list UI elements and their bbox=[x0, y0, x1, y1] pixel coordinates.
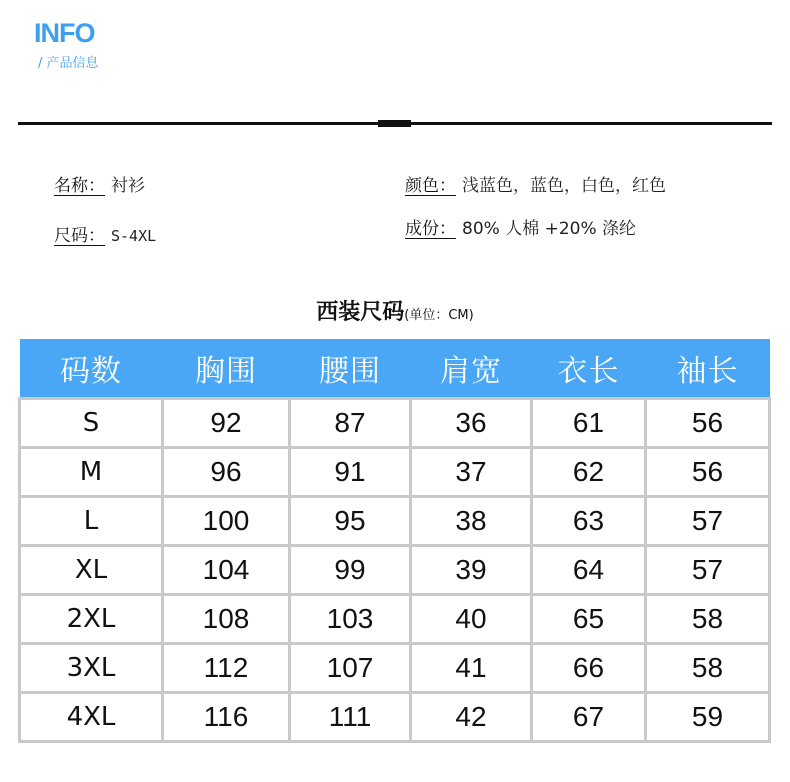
cell-waist: 103 bbox=[290, 595, 411, 644]
cell-shoulder: 39 bbox=[411, 546, 532, 595]
cell-shoulder: 40 bbox=[411, 595, 532, 644]
spec-size bbox=[54, 228, 156, 245]
cell-sleeve: 56 bbox=[646, 399, 770, 448]
spec-color bbox=[405, 178, 666, 195]
spec-name bbox=[54, 178, 145, 195]
cell-shoulder: 41 bbox=[411, 644, 532, 693]
header-length: 衣长 bbox=[532, 339, 646, 399]
cell-sleeve: 58 bbox=[646, 644, 770, 693]
spec-name-value: 衬衫 bbox=[111, 176, 145, 196]
cell-length: 67 bbox=[532, 693, 646, 742]
spec-size-value: S-4XL bbox=[111, 227, 157, 245]
cell-length: 63 bbox=[532, 497, 646, 546]
cell-size: 4XL bbox=[20, 693, 163, 742]
cell-waist: 87 bbox=[290, 399, 411, 448]
cell-size: 2XL bbox=[20, 595, 163, 644]
spec-material-label: 成份： bbox=[405, 219, 456, 239]
divider-accent bbox=[378, 120, 411, 127]
size-table bbox=[18, 339, 771, 743]
cell-size: XL bbox=[20, 546, 163, 595]
cell-waist: 95 bbox=[290, 497, 411, 546]
cell-sleeve: 59 bbox=[646, 693, 770, 742]
cell-chest: 100 bbox=[163, 497, 290, 546]
cell-waist: 111 bbox=[290, 693, 411, 742]
header-sleeve: 袖长 bbox=[646, 339, 770, 399]
info-subtitle: / 产品信息 bbox=[38, 56, 99, 71]
table-row bbox=[20, 595, 770, 644]
table-row bbox=[20, 497, 770, 546]
cell-sleeve: 56 bbox=[646, 448, 770, 497]
cell-sleeve: 58 bbox=[646, 595, 770, 644]
spec-color-value: 浅蓝色，蓝色，白色，红色 bbox=[462, 176, 666, 196]
cell-length: 64 bbox=[532, 546, 646, 595]
size-table-title-text: 西装尺码 bbox=[316, 300, 405, 325]
header-shoulder: 肩宽 bbox=[411, 339, 532, 399]
cell-shoulder: 36 bbox=[411, 399, 532, 448]
table-row bbox=[20, 546, 770, 595]
table-row bbox=[20, 399, 770, 448]
spec-material bbox=[405, 221, 636, 238]
cell-length: 66 bbox=[532, 644, 646, 693]
spec-size-label: 尺码： bbox=[54, 226, 105, 246]
cell-chest: 92 bbox=[163, 399, 290, 448]
table-row bbox=[20, 693, 770, 742]
cell-length: 62 bbox=[532, 448, 646, 497]
header-size: 码数 bbox=[20, 339, 163, 399]
spec-name-label: 名称： bbox=[54, 176, 105, 196]
table-row bbox=[20, 448, 770, 497]
spec-material-value: 80% 人棉 +20% 涤纶 bbox=[462, 219, 637, 239]
cell-shoulder: 38 bbox=[411, 497, 532, 546]
cell-shoulder: 42 bbox=[411, 693, 532, 742]
size-table-unit: (单位：CM) bbox=[404, 308, 474, 323]
cell-size: L bbox=[20, 497, 163, 546]
cell-chest: 96 bbox=[163, 448, 290, 497]
info-title: INFO bbox=[34, 18, 95, 48]
cell-chest: 116 bbox=[163, 693, 290, 742]
cell-chest: 112 bbox=[163, 644, 290, 693]
cell-waist: 107 bbox=[290, 644, 411, 693]
cell-sleeve: 57 bbox=[646, 497, 770, 546]
cell-size: 3XL bbox=[20, 644, 163, 693]
cell-size: S bbox=[20, 399, 163, 448]
cell-waist: 99 bbox=[290, 546, 411, 595]
cell-sleeve: 57 bbox=[646, 546, 770, 595]
header-waist: 腰围 bbox=[290, 339, 411, 399]
header-chest: 胸围 bbox=[163, 339, 290, 399]
table-row bbox=[20, 644, 770, 693]
cell-chest: 108 bbox=[163, 595, 290, 644]
cell-shoulder: 37 bbox=[411, 448, 532, 497]
cell-length: 65 bbox=[532, 595, 646, 644]
cell-waist: 91 bbox=[290, 448, 411, 497]
cell-length: 61 bbox=[532, 399, 646, 448]
size-table-title bbox=[0, 302, 790, 324]
cell-chest: 104 bbox=[163, 546, 290, 595]
spec-color-label: 颜色： bbox=[405, 176, 456, 196]
cell-size: M bbox=[20, 448, 163, 497]
size-table-header-row bbox=[20, 339, 770, 399]
